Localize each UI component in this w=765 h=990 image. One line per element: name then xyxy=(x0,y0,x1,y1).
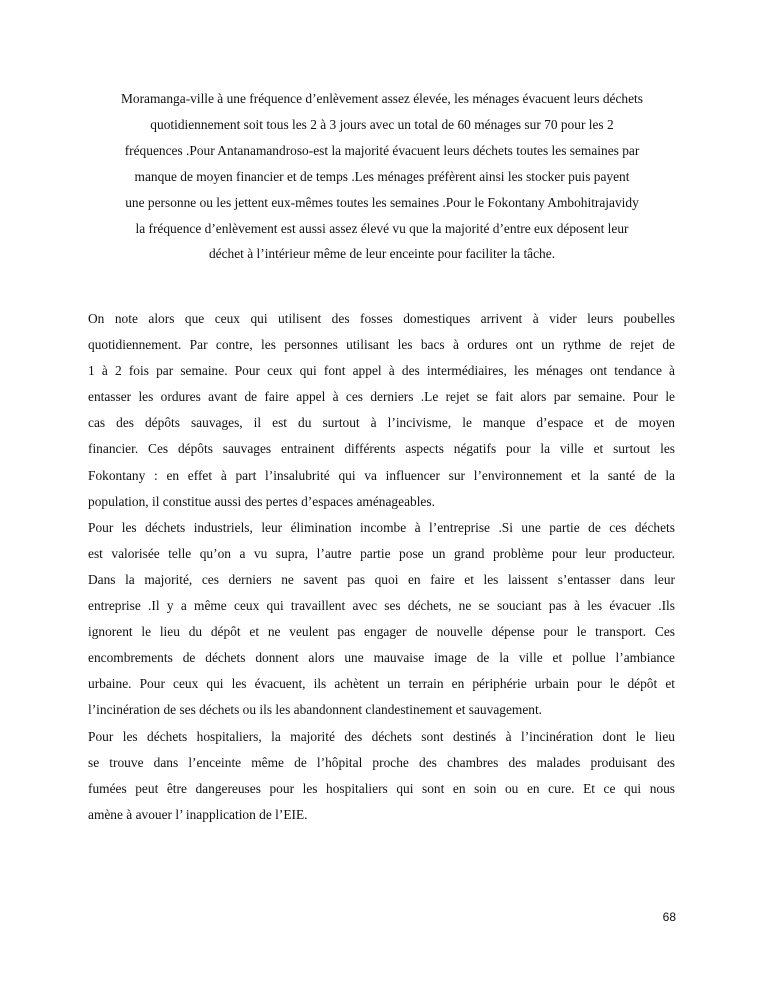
household-disposal-paragraph xyxy=(88,306,675,515)
text-line: Pour les déchets industriels, leur élimination incombe à l’entreprise .Si une partie de ces déchets xyxy=(88,519,675,535)
text-line: Moramanga-ville à une fréquence d’enlèvement assez élevée, les ménages évacuent leurs déchets xyxy=(121,91,643,106)
text-line: On note alors que ceux qui utilisent des fosses domestiques arrivent à vider leurs poubelles xyxy=(88,311,675,326)
text-line: se trouve dans l’enceinte même de l’hôpital proche des chambres des malades produisant des xyxy=(88,754,675,770)
text-line: financier. Ces dépôts sauvages entrainent différents aspects négatifs pour la ville et surtout les xyxy=(88,441,675,457)
page-number: 68 xyxy=(662,910,676,924)
text-line: entreprise .Il y a même ceux qui travaillent avec ses déchets, ne se souciant pas à les évacuer .Ils xyxy=(88,598,675,614)
hospital-waste-paragraph xyxy=(88,724,675,828)
text-line: fréquences .Pour Antanamandroso-est la majorité évacuent leurs déchets toutes les semaines par xyxy=(124,142,640,158)
text-line: urbaine. Pour ceux qui les évacuent, ils achètent un terrain en périphérie urbain pour le dépôt et xyxy=(88,676,675,692)
text-line: Fokontany : en effet à part l’insalubrité qui va influencer sur l’environnement et la santé de la xyxy=(88,467,675,483)
text-line: une personne ou les jettent eux-mêmes toutes les semaines .Pour le Fokontany Ambohitrajavidy xyxy=(125,194,639,210)
intro-paragraph xyxy=(86,86,678,267)
text-line: déchet à l’intérieur même de leur enceinte pour faciliter la tâche. xyxy=(208,246,556,262)
text-line: quotidiennement. Par contre, les personnes utilisant les bacs à ordures ont un rythme de rejet de xyxy=(88,337,675,353)
text-line: manque de moyen financier et de temps .Les ménages préfèrent ainsi les stocker puis payent xyxy=(134,168,630,184)
text-line: encombrements de déchets donnent alors une mauvaise image de la ville et pollue l’ambiance xyxy=(88,650,675,666)
text-line: est valorisée telle qu’on a vu supra, l’autre partie pose un grand problème pour leur producteur. xyxy=(88,545,675,561)
text-line: 1 à 2 fois par semaine. Pour ceux qui font appel à des intermédiaires, les ménages ont tendance à xyxy=(88,363,675,379)
text-line: ignorent le lieu du dépôt et ne veulent pas engager de nouvelle dépense pour le transport. Ces xyxy=(88,624,675,640)
text-line: la fréquence d’enlèvement est aussi assez élevé vu que la majorité d’entre eux déposent leur xyxy=(135,220,629,236)
text-line: l’incinération de ses déchets ou ils les abandonnent clandestinement et sauvagement. xyxy=(88,702,543,718)
text-line: Pour les déchets hospitaliers, la majorité des déchets sont destinés à l’incinération dont le lieu xyxy=(88,728,675,744)
text-line: quotidiennement soit tous les 2 à 3 jours avec un total de 60 ménages sur 70 pour les 2 xyxy=(150,116,614,132)
text-line: fumées peut être dangereuses pour les hospitaliers qui sont en soin ou en cure. Et ce qui nous xyxy=(88,780,675,796)
text-line: entasser les ordures avant de faire appel à ces derniers .Le rejet se fait alors par semaine. Pour le xyxy=(88,389,675,405)
text-line: amène à avouer l’ inapplication de l’EIE. xyxy=(88,806,308,822)
industrial-waste-paragraph xyxy=(88,515,675,724)
text-line: Dans la majorité, ces derniers ne savent pas quoi en faire et les laissent s’entasser dans leur xyxy=(88,571,675,587)
body-text xyxy=(88,306,675,828)
text-line: cas des dépôts sauvages, il est du surtout à l’incivisme, le manque d’espace et de moyen xyxy=(88,415,675,431)
text-line: population, il constitue aussi des pertes d’espaces aménageables. xyxy=(88,493,435,509)
